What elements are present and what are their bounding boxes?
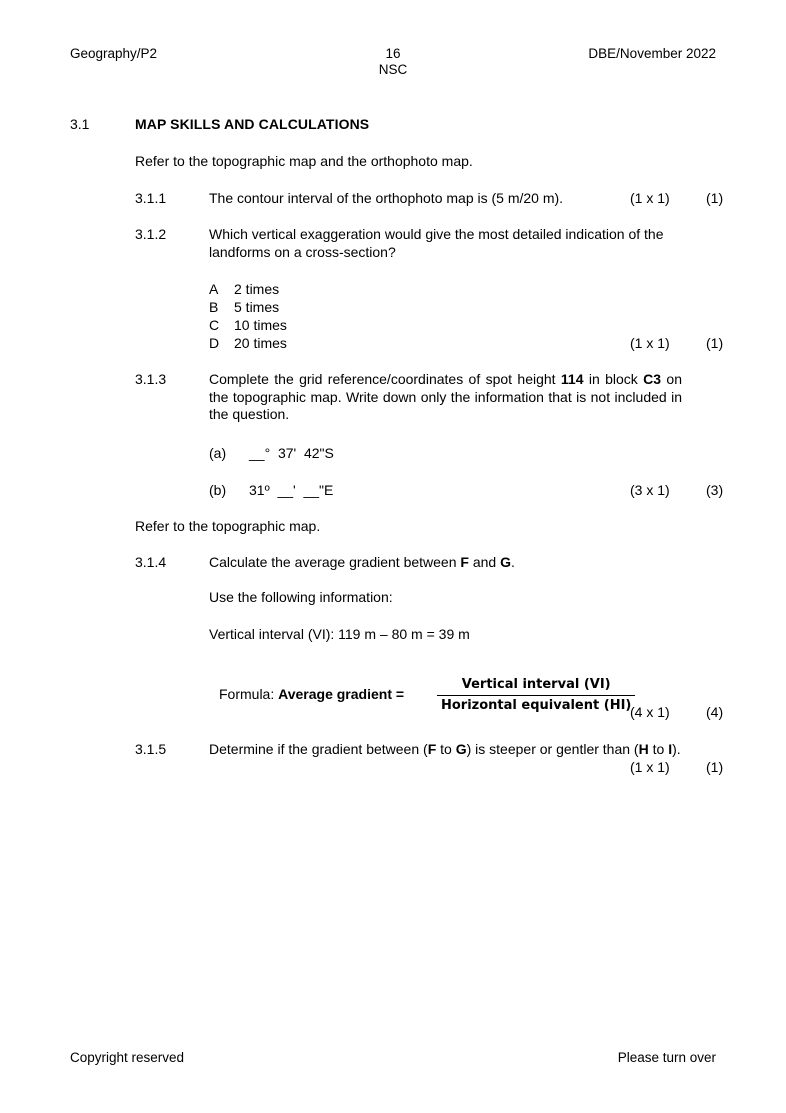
question-3-1-5-number: 3.1.5 xyxy=(135,741,167,757)
header-page-number: 16 xyxy=(385,46,401,61)
question-3-1-3-number: 3.1.3 xyxy=(135,371,167,387)
section-instruction-2: Refer to the topographic map. xyxy=(135,518,321,534)
q315-bold-f: F xyxy=(427,741,437,757)
footer-copyright: Copyright reserved xyxy=(70,1050,185,1065)
question-3-1-3-calc: (3 x 1) xyxy=(630,482,670,498)
q314-bold-g: G xyxy=(500,554,511,570)
option-c-letter: C xyxy=(209,317,220,333)
question-3-1-2-calc: (1 x 1) xyxy=(630,335,670,351)
question-3-1-4-vertical-interval: Vertical interval (VI): 119 m – 80 m = 39 m xyxy=(209,626,470,642)
question-3-1-3-b-value: 31º __' __"E xyxy=(249,482,334,498)
option-b-text: 5 times xyxy=(234,299,280,315)
question-3-1-3-a-label: (a) xyxy=(209,445,227,461)
question-3-1-2-number: 3.1.2 xyxy=(135,226,167,242)
gradient-formula xyxy=(219,676,639,722)
header-subject: Geography/P2 xyxy=(70,46,158,61)
section-instruction: Refer to the topographic map and the orthophoto map. xyxy=(135,153,473,169)
q315-text-5: ). xyxy=(672,741,681,757)
formula-denominator: Horizontal equivalent (HI) xyxy=(441,698,632,713)
q315-text-4: to xyxy=(648,741,669,757)
q315-bold-i: I xyxy=(668,741,673,757)
question-3-1-4-use-info: Use the following information: xyxy=(209,589,393,605)
section-title: MAP SKILLS AND CALCULATIONS xyxy=(135,116,370,132)
formula-fraction xyxy=(437,676,635,715)
q313-text-3: on the topographic map. Write down only the information that is not included in the question. xyxy=(209,371,683,422)
option-c-text: 10 times xyxy=(234,317,287,333)
question-3-1-4-number: 3.1.4 xyxy=(135,554,167,570)
option-b-letter: B xyxy=(209,299,219,315)
question-3-1-3-a-value: __° 37' 42"S xyxy=(249,445,334,461)
question-3-1-1-text: The contour interval of the orthophoto map is (5 m/20 m). xyxy=(209,190,564,206)
question-3-1-5-marks: (1) xyxy=(706,759,724,775)
question-3-1-4-text xyxy=(209,554,682,572)
formula-label-bold: Average gradient = xyxy=(278,686,405,702)
q313-text-2: in block xyxy=(583,371,644,387)
section-number: 3.1 xyxy=(70,116,90,132)
question-3-1-2-marks: (1) xyxy=(706,335,724,351)
q315-bold-h: H xyxy=(638,741,649,757)
formula-label xyxy=(219,686,404,702)
q313-bold-114: 114 xyxy=(560,371,584,387)
question-3-1-4-marks: (4) xyxy=(706,704,724,720)
option-d-letter: D xyxy=(209,335,220,351)
option-d-text: 20 times xyxy=(234,335,287,351)
option-a-letter: A xyxy=(209,281,219,297)
header-nsc: NSC xyxy=(378,62,408,77)
q315-text-3: ) is steeper or gentler than ( xyxy=(466,741,639,757)
question-3-1-3-b-label: (b) xyxy=(209,482,227,498)
question-3-1-3-text xyxy=(209,371,682,424)
q314-text-2: and xyxy=(468,554,501,570)
question-3-1-4-calc: (4 x 1) xyxy=(630,704,670,720)
q313-text-1: Complete the grid reference/coordinates of spot height xyxy=(209,371,561,387)
q314-text-1: Calculate the average gradient between xyxy=(209,554,461,570)
option-a-text: 2 times xyxy=(234,281,280,297)
question-3-1-2-text: Which vertical exaggeration would give the most detailed indication of the landforms on a cross-section? xyxy=(209,226,664,260)
q314-text-3: . xyxy=(511,554,515,570)
question-3-1-3-marks: (3) xyxy=(706,482,724,498)
q315-text-2: to xyxy=(436,741,456,757)
question-3-1-5-calc: (1 x 1) xyxy=(630,759,670,775)
question-3-1-1-calc: (1 x 1) xyxy=(630,190,670,206)
question-3-1-1-number: 3.1.1 xyxy=(135,190,167,206)
footer-turn-over: Please turn over xyxy=(617,1050,716,1065)
q315-text-1: Determine if the gradient between ( xyxy=(209,741,428,757)
question-3-1-1-marks: (1) xyxy=(706,190,724,206)
page-header xyxy=(70,46,716,80)
formula-numerator: Vertical interval (VI) xyxy=(461,677,611,692)
q315-bold-g: G xyxy=(455,741,467,757)
question-3-1-5-text xyxy=(209,741,682,759)
q314-bold-f: F xyxy=(460,554,469,570)
formula-label-plain: Formula: xyxy=(219,686,279,702)
q313-bold-c3: C3 xyxy=(643,371,662,387)
header-exam: DBE/November 2022 xyxy=(588,46,716,61)
